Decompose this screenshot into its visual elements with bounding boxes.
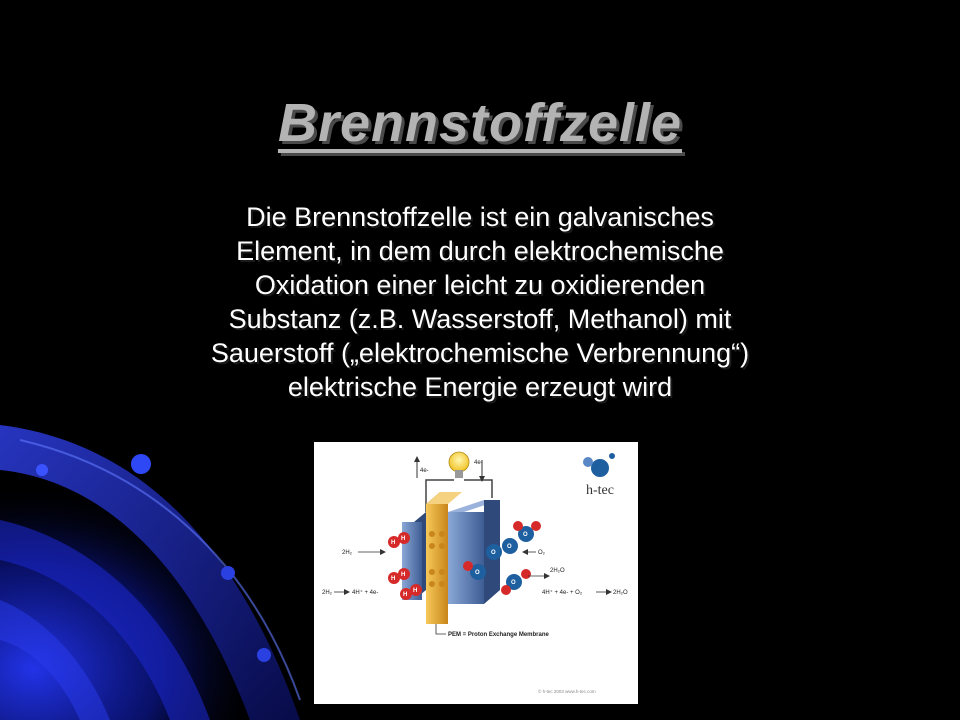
logo-text: h-tec (586, 483, 614, 498)
slide-title: Brennstoffzelle (277, 93, 683, 153)
svg-text:H: H (391, 540, 396, 546)
body-line: Die Brennstoffzelle ist ein galvanisches (246, 202, 714, 232)
svg-text:O: O (523, 532, 528, 538)
water-molecule (513, 521, 541, 542)
label-pem: PEM = Proton Exchange Membrane (448, 632, 549, 638)
svg-text:H: H (391, 576, 396, 582)
label-anode-reaction: 4H⁺ + 4e- (352, 590, 379, 596)
decor-dot (257, 648, 271, 662)
label-electrons-right: 4e- (474, 460, 483, 466)
slide-body (100, 200, 860, 404)
svg-text:H: H (413, 588, 418, 594)
body-line: elektrische Energie erzeugt wird (287, 372, 673, 402)
label-cathode-reaction: 4H⁺ + 4e- + O₂ (542, 590, 583, 596)
svg-text:H: H (401, 536, 406, 542)
label-o2-input: O₂ (538, 550, 545, 556)
decor-dot (36, 464, 48, 476)
label-water-output: 2H₂O (550, 568, 565, 574)
body-line: Element, in dem durch elektrochemische (236, 236, 724, 266)
svg-text:O: O (511, 580, 516, 586)
svg-text:O: O (507, 544, 512, 550)
label-h2-input: 2H₂ (342, 550, 352, 556)
body-line: Oxidation einer leicht zu oxidierenden (254, 270, 706, 300)
decor-dot (131, 454, 151, 474)
svg-text:O: O (491, 550, 496, 556)
svg-text:H: H (403, 592, 408, 598)
label-electrons-left: 4e- (420, 468, 429, 474)
h-tec-logo (583, 453, 615, 498)
svg-text:O: O (475, 570, 480, 576)
body-line: Substanz (z.B. Wasserstoff, Methanol) mit (228, 304, 732, 334)
decor-dot (221, 566, 235, 580)
lightbulb-icon (449, 452, 469, 478)
fuel-cell-diagram (314, 442, 638, 704)
diagram-footer: © h-tec 2003 www.h-tec.com (538, 689, 596, 694)
body-line: Sauerstoff („elektrochemische Verbrennung“) (210, 338, 750, 368)
label-h2-input-2: 2H₂ (322, 590, 332, 596)
label-water-output-2: 2H₂O (613, 590, 628, 596)
svg-text:H: H (401, 572, 406, 578)
water-molecule (501, 569, 531, 595)
